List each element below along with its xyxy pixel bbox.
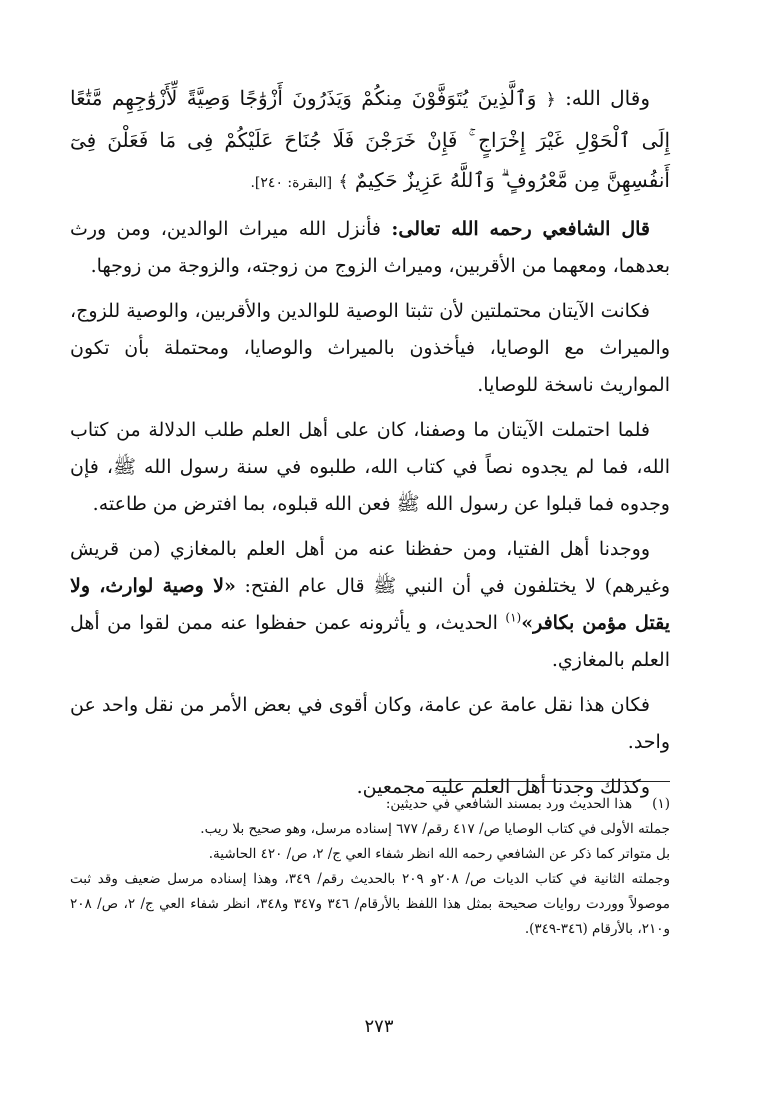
hadith-quote: «لا وصية لوارث، ولا يقتل مؤمن بكافر» [70, 575, 670, 634]
footnote-marker: (١) [505, 610, 522, 625]
verse-close-bracket: ﴾ [338, 172, 349, 192]
footnote-line: جملته الأولى في كتاب الوصايا ص/ ٤١٧ رقم/ ٦٧٧ إسناده مرسل، وهو صحيح بلا ريب. [200, 821, 670, 837]
quran-verse-paragraph [70, 78, 670, 203]
main-text [70, 78, 670, 814]
hadith-paragraph [70, 531, 670, 679]
hadith-after: الحديث، و يأثرونه عمن حفظوا عنه ممن لقوا من أهل العلم بالمغازي. [70, 612, 670, 671]
footnote-intro-text: هذا الحديث ورد بمسند الشافعي في حديثين: [385, 796, 633, 812]
footnotes [70, 792, 670, 942]
verse-reference: [البقرة: ٢٤٠]. [250, 175, 333, 191]
two-verses-paragraph: فكانت الآيتان محتملتين لأن تثبتا الوصية للوالدين والأقربين، والوصية للزوج، والميراث مع الوصايا، فيأخذون بالميراث والوصايا، ومحتملة بأن تكون المواريث ناسخة للوصايا. [70, 300, 670, 396]
shafii-paragraph [70, 211, 670, 285]
page-number: ٢٧٣ [364, 1016, 394, 1037]
intro-text: وقال الله: [555, 86, 650, 110]
footnote-line: وجملته الثانية في كتاب الديات ص/ ٢٠٨و ٢٠٩ بالحديث رقم/ ٣٤٩، وهذا إسناده مرسل ضعيف وقد ثبت موصولاً ووردت روايات صحيحة بمثل هذا اللفظ بالأرقام/ ٣٤٦ و٣٤٧ و٣٤٨، انظر شفاء العي ج/ ٢، ص/ ٢٠٨ و٢١٠، بالأرقام (٣٤٦-٣٤٩). [70, 871, 671, 937]
shafii-text: فأنزل الله ميراث الوالدين، ومن ورث بعدهما، ومعهما من الأقربين، وميراث الزوج من زوجته، والزوجة من زوجها. [70, 218, 670, 277]
consensus-paragraph: وكذلك وجدنا أهل العلم عليه مجمعين. [356, 776, 650, 798]
evidence-paragraph: فلما احتملت الآيتان ما وصفنا، كان على أهل العلم طلب الدلالة من كتاب الله، فما لم يجدوه نصاً في كتاب الله، طلبوه في سنة رسول الله ﷺ، فإن وجدوه فما قبلوا عن رسول الله ﷺ فعن الله قبلوه، بما افترض من طاعته. [70, 419, 670, 515]
hadith-intro: ووجدنا أهل الفتيا، ومن حفظنا عنه من أهل العلم بالمغازي (من قريش وغيرهم) لا يختلفون في أن النبي ﷺ قال عام الفتح: [70, 538, 671, 597]
footnote-line: بل متواتر كما ذكر عن الشافعي رحمه الله انظر شفاء العي ج/ ٢، ص/ ٤٢٠ الحاشية. [208, 846, 670, 862]
quran-verse: وَٱلَّذِينَ يُتَوَفَّوْنَ مِنكُمْ وَيَذَرُونَ أَزْوَٰجًا وَصِيَّةً لِّأَزْوَٰجِهِم مَّتَٰعًا إِلَى ٱلْحَوْلِ غَيْرَ إِخْرَاجٍ ۚ فَإِنْ خَرَجْنَ فَلَا جُنَاحَ عَلَيْكُمْ فِى مَا فَعَلْنَ فِىٓ أَنفُسِهِنَّ مِن مَّعْرُوفٍ ۗ وَٱللَّهُ عَزِيزٌ حَكِيمٌ [70, 86, 670, 192]
footnote-number: (١) [652, 796, 670, 812]
footnote-divider [426, 781, 670, 782]
verse-open-bracket: ﴿ [545, 90, 556, 110]
shafii-heading: قال الشافعي رحمه الله تعالى: [391, 218, 651, 240]
footnote-intro [70, 792, 670, 817]
transmission-paragraph: فكان هذا نقل عامة عن عامة، وكان أقوى في بعض الأمر من نقل واحد عن واحد. [70, 694, 670, 753]
